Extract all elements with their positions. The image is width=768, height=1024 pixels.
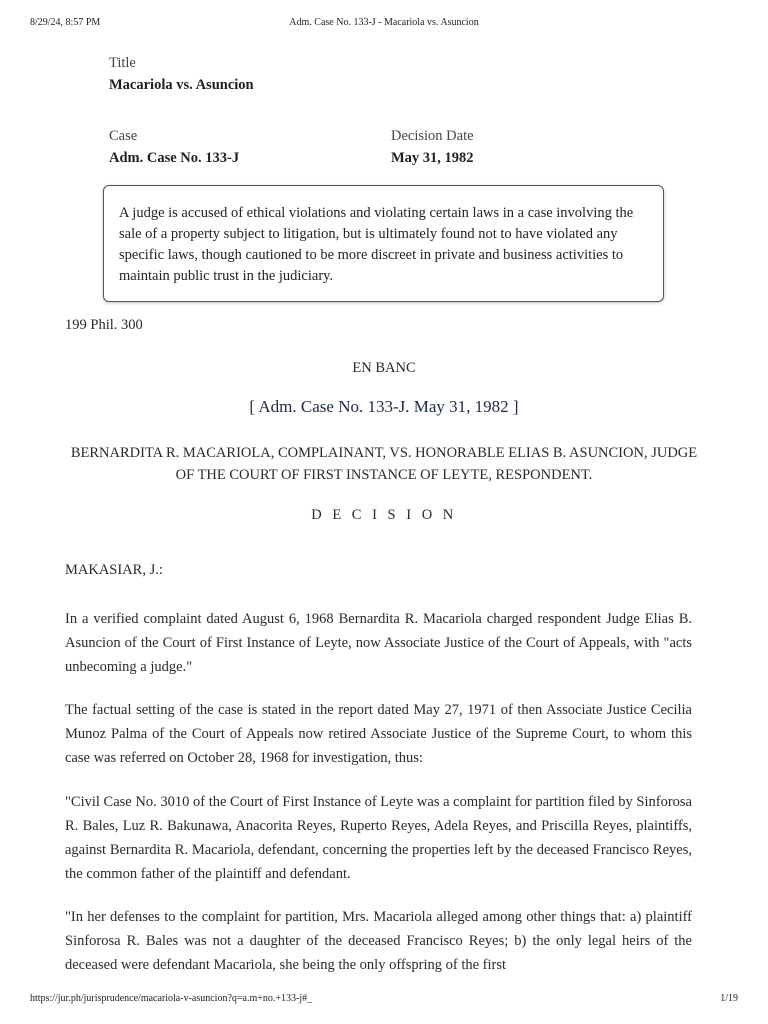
case-value: Adm. Case No. 133-J bbox=[109, 150, 240, 166]
print-document-title: Adm. Case No. 133-J - Macariola vs. Asuncion bbox=[289, 17, 479, 28]
title-value: Macariola vs. Asuncion bbox=[109, 77, 254, 93]
paragraph-2: The factual setting of the case is stated in the report dated May 27, 1971 of then Associate Justice Cecilia Munoz Palma of the Court of Appeals now retired Associate Justice of the Supreme Court, to whom this case was referred on October 28, 1968 for investigation, thus: bbox=[65, 702, 692, 766]
decision-date-value: May 31, 1982 bbox=[391, 150, 474, 166]
summary-box bbox=[103, 185, 664, 302]
paragraph-1: In a verified complaint dated August 6, 1968 Bernardita R. Macariola charged respondent Judge Elias B. Asuncion of the Court of First Instance of Leyte, now Associate Justice of the Court of Appeals, with "acts unbecoming a judge." bbox=[65, 611, 692, 675]
paragraph-3: "Civil Case No. 3010 of the Court of First Instance of Leyte was a complaint for partition filed by Sinforosa R. Bales, Luz R. Bakunawa, Anacorita Reyes, Ruperto Reyes, Adela Reyes, and Priscilla Reyes, plaintiffs, against Bernardita R. Macariola, defendant, concerning the properties left by the deceased Francisco Reyes, the common father of the plaintiff and defendant. bbox=[65, 794, 692, 882]
decision-date-label: Decision Date bbox=[391, 128, 474, 144]
case-heading: [ Adm. Case No. 133-J. May 31, 1982 ] bbox=[249, 397, 519, 416]
paragraph-4: "In her defenses to the complaint for partition, Mrs. Macariola alleged among other things that: a) plaintiff Sinforosa R. Bales was not a daughter of the deceased Francisco Reyes; b) the only legal heirs of the deceased were defendant Macariola, she being the only offspring of the first bbox=[65, 909, 692, 973]
citation: 199 Phil. 300 bbox=[65, 317, 143, 333]
print-footer bbox=[30, 993, 738, 1007]
print-url: https://jur.ph/jurisprudence/macariola-v-asuncion?q=a.m+no.+133-j#_ bbox=[30, 993, 313, 1004]
court-division: EN BANC bbox=[352, 360, 416, 376]
decision-label: D E C I S I O N bbox=[311, 507, 457, 523]
parties-caption: BERNARDITA R. MACARIOLA, COMPLAINANT, VS. HONORABLE ELIAS B. ASUNCION, JUDGE OF THE COURT OF FIRST INSTANCE OF LEYTE, RESPONDENT. bbox=[70, 445, 698, 483]
summary-text: A judge is accused of ethical violations and violating certain laws in a case involving the sale of a property subject to litigation, but is ultimately found not to have violated any specific laws, though cautioned to be more discreet in private and business activities to maintain public trust in the judiciary. bbox=[119, 205, 634, 284]
print-date: 8/29/24, 8:57 PM bbox=[30, 17, 101, 28]
ponente: MAKASIAR, J.: bbox=[65, 562, 163, 578]
case-label: Case bbox=[109, 128, 138, 144]
title-label: Title bbox=[109, 55, 136, 71]
print-header bbox=[30, 17, 738, 31]
page-number: 1/19 bbox=[720, 993, 738, 1004]
